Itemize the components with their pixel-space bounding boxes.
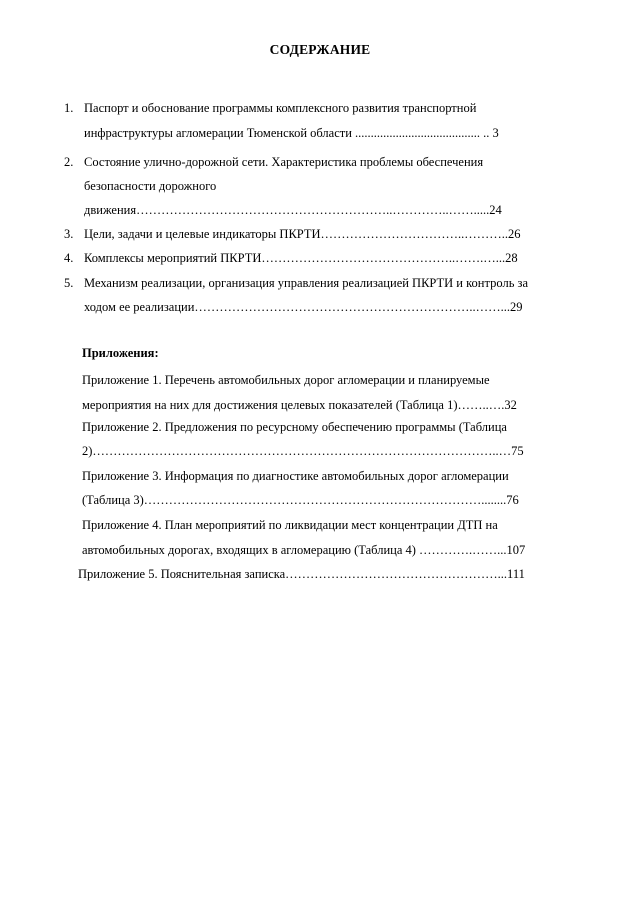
toc-entry-line: Механизм реализации, организация управления реализацией ПКРТИ и контроль за [84,276,529,290]
section-number: 1. [64,101,74,115]
appendix-line: (Таблица 3)………………………………………………………………………........76 [82,493,519,507]
appendix-heading: Приложения: [82,346,159,360]
appendix-line: мероприятия на них для достижения целевых показателей (Таблица 1)……..….32 [82,398,517,412]
appendix-line: Приложение 1. Перечень автомобильных дорог агломерации и планируемые [82,373,490,387]
section-number: 4. [64,251,74,265]
appendix-line: Приложение 5. Пояснительная записка……………………………………………...111 [78,567,525,581]
toc-entry-line: движения……………………………………………………..…………..…….....24 [84,203,502,217]
toc-entry-line: Цели, задачи и целевые индикаторы ПКРТИ……………………………..………..26 [84,227,521,241]
appendix-line: Приложение 4. План мероприятий по ликвидации мест концентрации ДТП на [82,518,498,532]
appendix-line: 2)……………………………………………………………………………………..…75 [82,444,524,458]
section-number: 5. [64,276,74,290]
appendix-line: Приложение 3. Информация по диагностике автомобильных дорог агломерации [82,469,509,483]
toc-entry-line: Паспорт и обоснование программы комплексного развития транспортной [84,101,477,115]
toc-entry-line: ходом ее реализации…………………………………………………………..……...29 [84,300,523,314]
toc-entry-line: Состояние улично-дорожной сети. Характеристика проблемы обеспечения [84,155,484,169]
page-title: СОДЕРЖАНИЕ [269,42,371,57]
section-number: 2. [64,155,74,169]
toc-entry-line: Комплексы мероприятий ПКРТИ………………………………………..…….…...28 [84,251,518,265]
appendix-line: Приложение 2. Предложения по ресурсному обеспечению программы (Таблица [82,420,507,434]
section-number: 3. [64,227,74,241]
appendix-line: автомобильных дорогах, входящих в агломерацию (Таблица 4) ………….……...107 [82,543,526,557]
toc-entry-line: инфраструктуры агломерации Тюменской области ........................................ .. 3 [84,126,499,140]
toc-entry-line: безопасности дорожного [84,179,217,193]
